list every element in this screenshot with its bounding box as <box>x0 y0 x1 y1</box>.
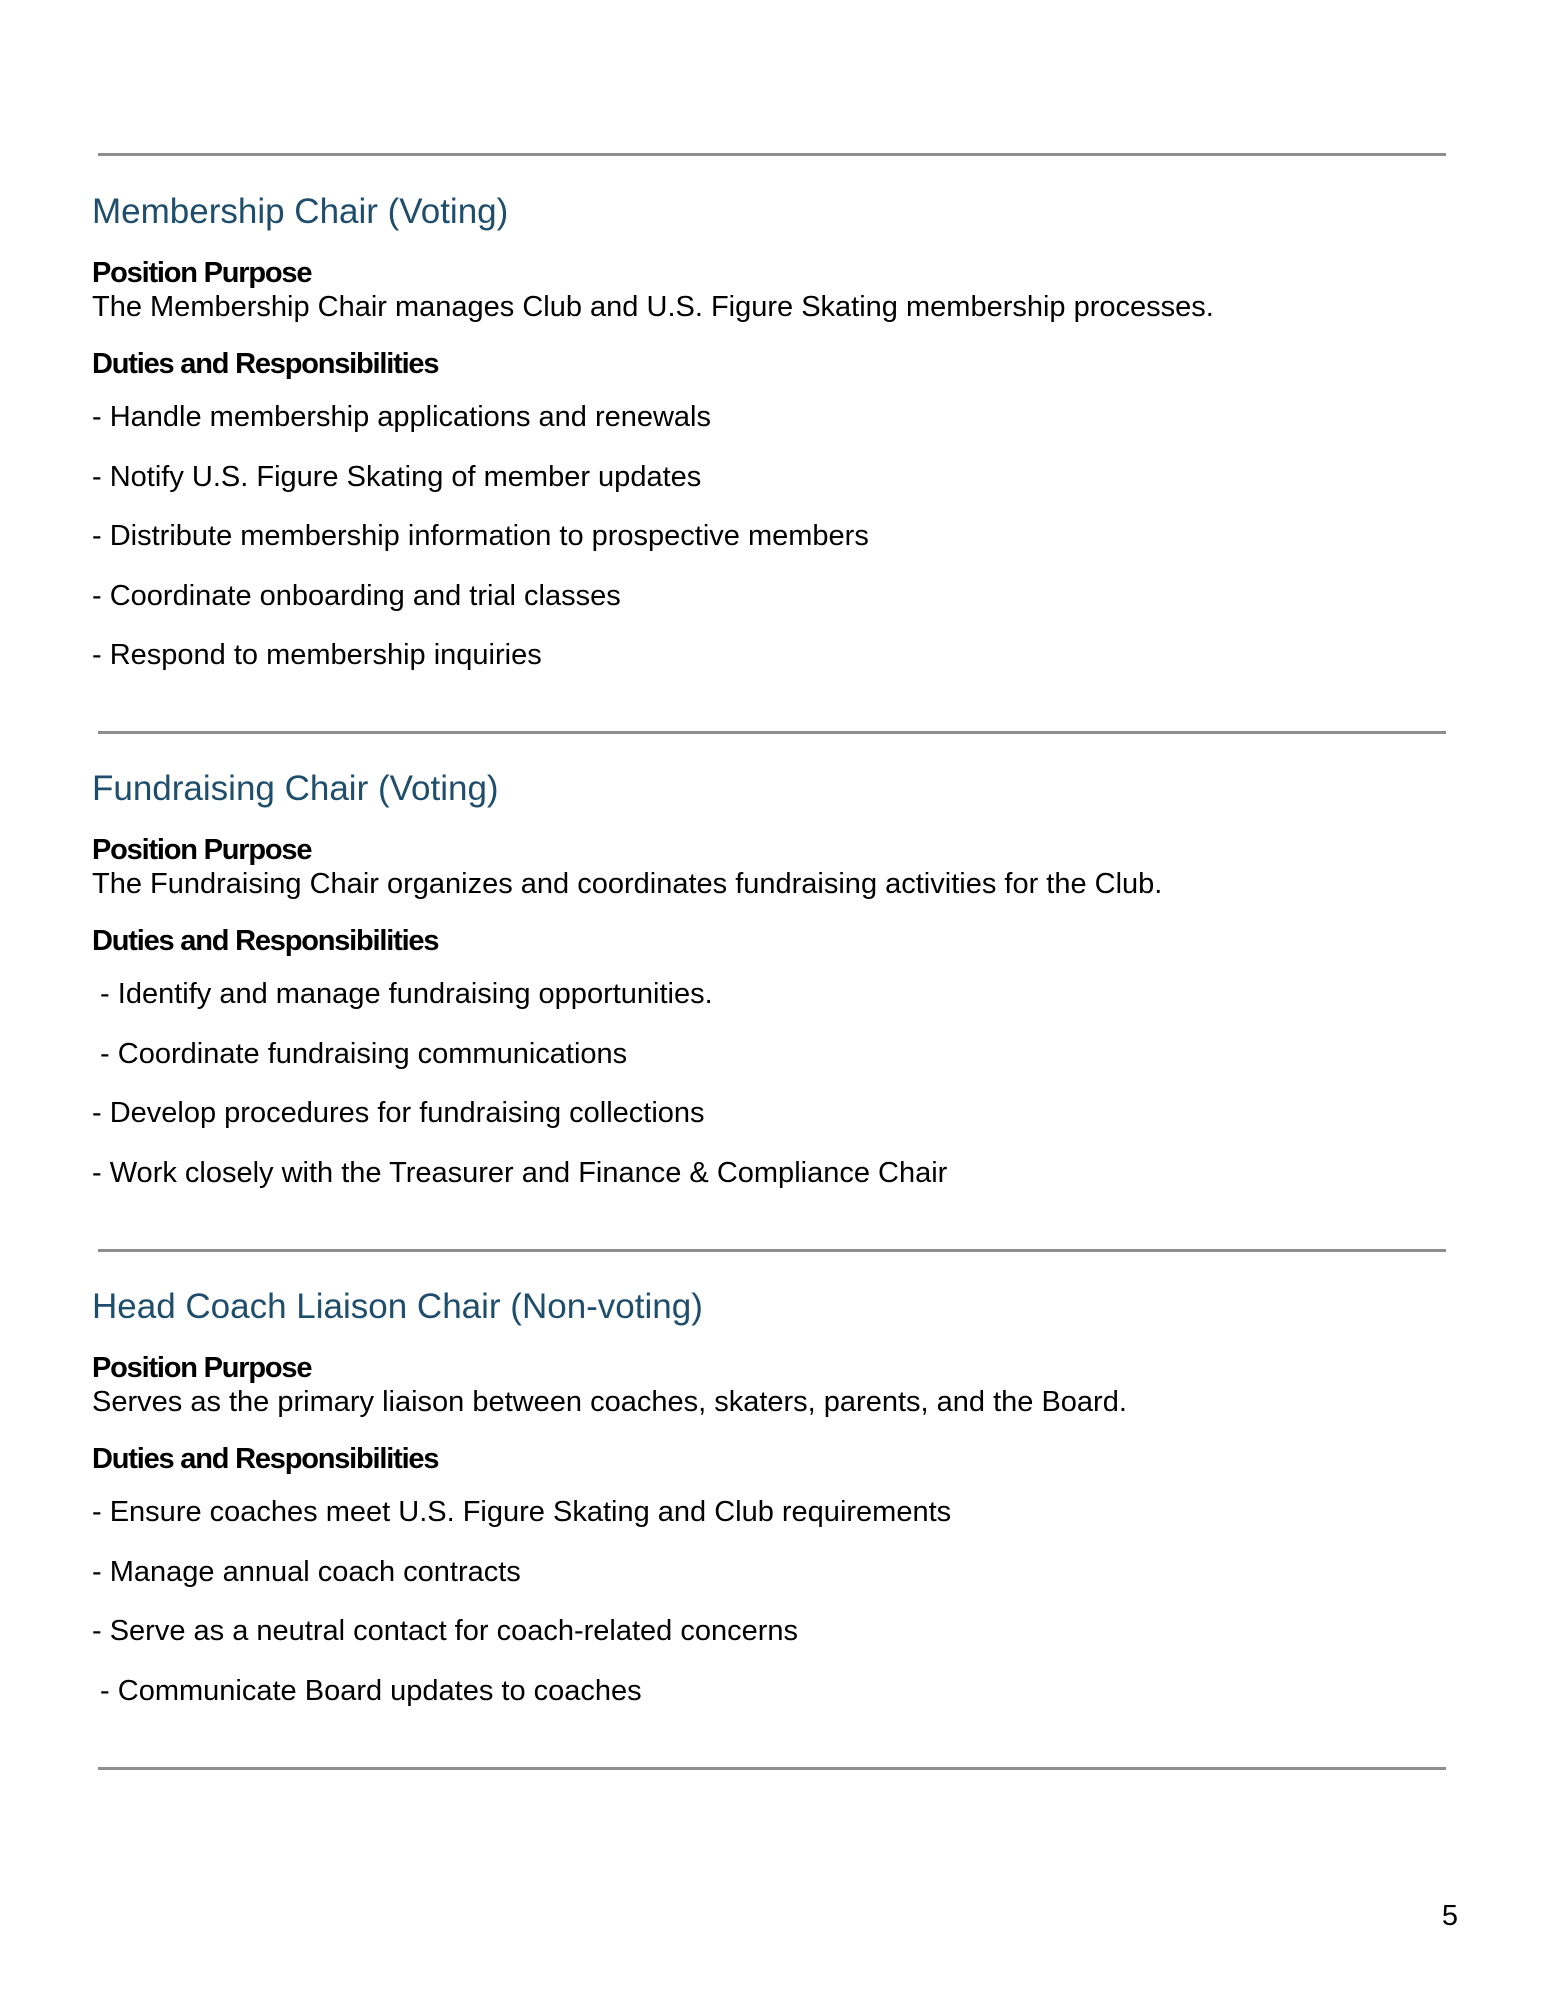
position-purpose-text: The Membership Chair manages Club and U.S. Figure Skating membership processes. <box>92 291 1214 323</box>
duties-heading: Duties and Responsibilities <box>92 925 439 957</box>
list-item: - Ensure coaches meet U.S. Figure Skating and Club requirements <box>92 1496 952 1528</box>
divider-rule <box>98 153 1446 156</box>
position-purpose-heading: Position Purpose <box>92 257 312 289</box>
section-fundraising-chair <box>92 769 1452 1214</box>
list-item: - Coordinate fundraising communications <box>92 1037 628 1070</box>
list-item: - Work closely with the Treasurer and Finance & Compliance Chair <box>92 1156 948 1189</box>
position-purpose-heading: Position Purpose <box>92 834 312 866</box>
list-item: - Distribute membership information to prospective members <box>92 520 869 552</box>
list-item: - Identify and manage fundraising opportunities. <box>92 978 713 1010</box>
position-purpose-text: The Fundraising Chair organizes and coordinates fundraising activities for the Club. <box>92 868 1163 900</box>
section-head-coach-liaison-chair <box>92 1287 1452 1732</box>
divider-rule <box>98 1767 1446 1770</box>
duties-heading: Duties and Responsibilities <box>92 348 439 380</box>
section-title: Fundraising Chair (Voting) <box>92 769 499 808</box>
section-title: Head Coach Liaison Chair (Non-voting) <box>92 1287 703 1326</box>
divider-rule <box>98 1249 1446 1252</box>
duties-heading: Duties and Responsibilities <box>92 1443 439 1475</box>
list-item: - Handle membership applications and renewals <box>92 401 711 433</box>
list-item: - Develop procedures for fundraising collections <box>92 1097 705 1129</box>
section-membership-chair <box>92 192 1452 697</box>
list-item: - Communicate Board updates to coaches <box>92 1674 642 1707</box>
section-title: Membership Chair (Voting) <box>92 192 509 231</box>
page-number: 5 <box>1441 1900 1458 1932</box>
list-item: - Notify U.S. Figure Skating of member updates <box>92 460 702 493</box>
list-item: - Respond to membership inquiries <box>92 639 542 671</box>
duties-list <box>92 976 1452 1191</box>
divider-rule <box>98 731 1446 734</box>
position-purpose-heading: Position Purpose <box>92 1352 312 1384</box>
list-item: - Serve as a neutral contact for coach-related concerns <box>92 1615 799 1647</box>
list-item: - Coordinate onboarding and trial classes <box>92 579 621 612</box>
list-item: - Manage annual coach contracts <box>92 1555 521 1588</box>
duties-list <box>92 1494 1452 1709</box>
position-purpose-text: Serves as the primary liaison between coaches, skaters, parents, and the Board. <box>92 1386 1127 1418</box>
duties-list <box>92 399 1452 673</box>
